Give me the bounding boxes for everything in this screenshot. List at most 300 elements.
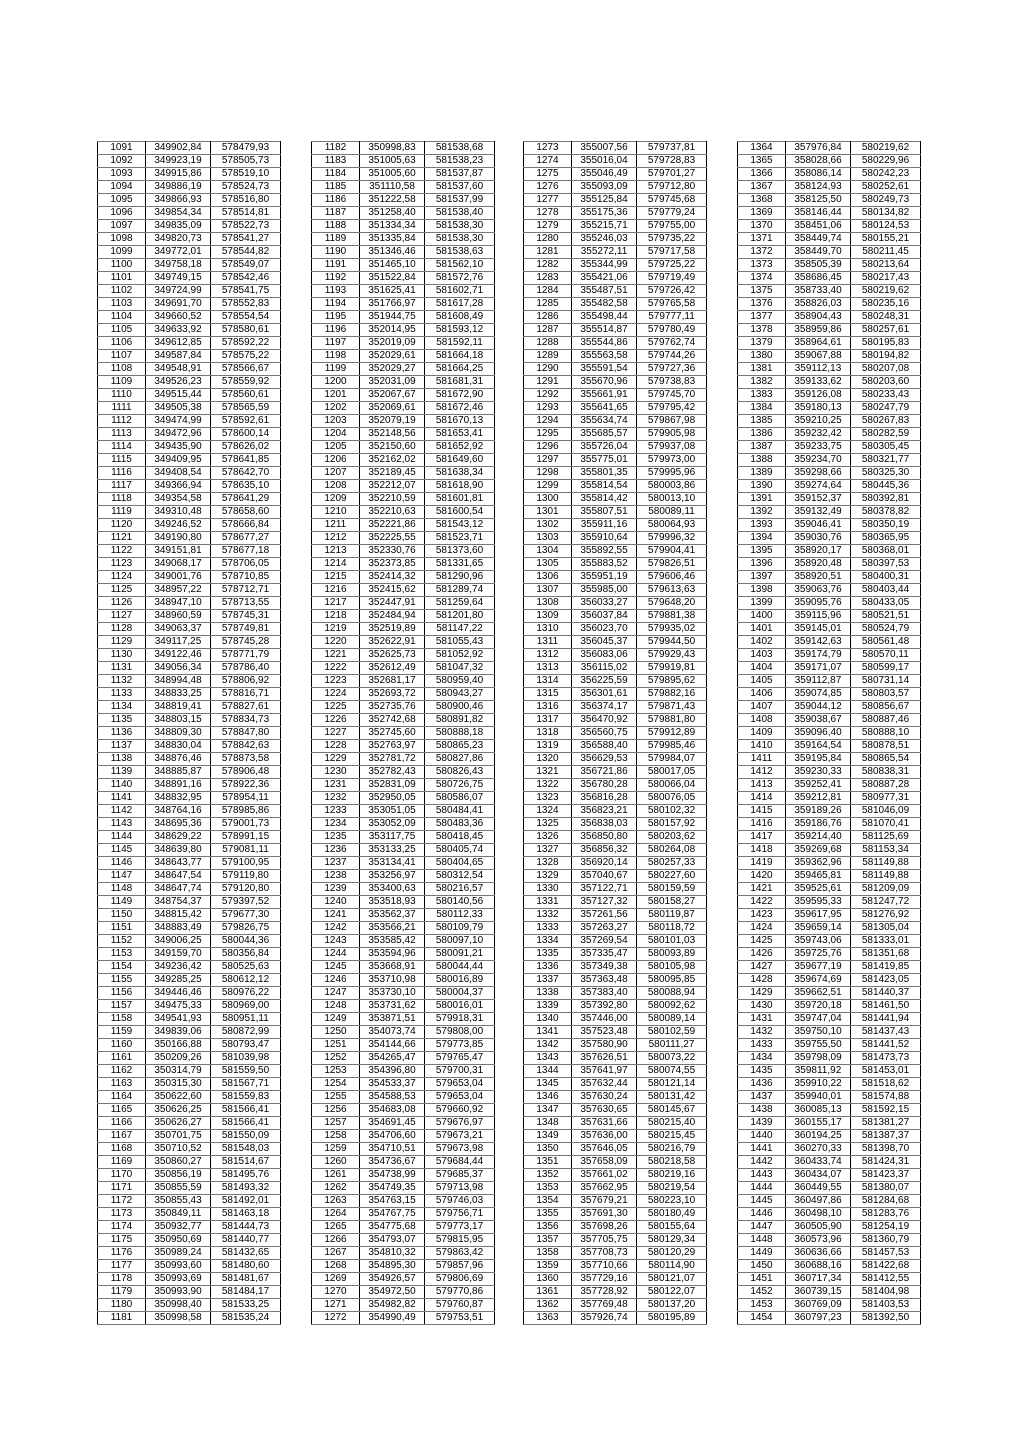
x-coordinate-cell: 348883,49 (146, 922, 211, 935)
table-row (98, 766, 281, 779)
y-coordinate-cell: 581681,31 (425, 376, 495, 389)
x-coordinate-cell: 348885,87 (146, 766, 211, 779)
table-row (524, 1260, 707, 1273)
point-number-cell: 1376 (738, 298, 786, 311)
y-coordinate-cell: 579737,81 (637, 142, 707, 155)
x-coordinate-cell: 354396,80 (360, 1065, 425, 1078)
table-row (98, 623, 281, 636)
x-coordinate-cell: 354810,32 (360, 1247, 425, 1260)
x-coordinate-cell: 351334,34 (360, 220, 425, 233)
table-row (98, 1013, 281, 1026)
y-coordinate-cell: 581495,76 (211, 1169, 281, 1182)
x-coordinate-cell: 357631,66 (572, 1117, 637, 1130)
x-coordinate-cell: 355775,01 (572, 454, 637, 467)
point-number-cell: 1403 (738, 649, 786, 662)
table-row (738, 857, 921, 870)
x-coordinate-cell: 354793,07 (360, 1234, 425, 1247)
point-number-cell: 1356 (524, 1221, 572, 1234)
point-number-cell: 1212 (312, 532, 360, 545)
x-coordinate-cell: 355514,87 (572, 324, 637, 337)
x-coordinate-cell: 357698,26 (572, 1221, 637, 1234)
table-row (738, 493, 921, 506)
x-coordinate-cell: 359180,13 (786, 402, 851, 415)
y-coordinate-cell: 581572,76 (425, 272, 495, 285)
table-row (312, 558, 495, 571)
table-row (524, 766, 707, 779)
table-row (738, 623, 921, 636)
table-row (312, 1273, 495, 1286)
point-number-cell: 1242 (312, 922, 360, 935)
y-coordinate-cell: 581457,53 (851, 1247, 921, 1260)
table-row (98, 584, 281, 597)
point-number-cell: 1270 (312, 1286, 360, 1299)
x-coordinate-cell: 359677,19 (786, 961, 851, 974)
x-coordinate-cell: 352742,68 (360, 714, 425, 727)
point-number-cell: 1249 (312, 1013, 360, 1026)
point-number-cell: 1351 (524, 1156, 572, 1169)
table-row (98, 350, 281, 363)
y-coordinate-cell: 580102,32 (637, 805, 707, 818)
x-coordinate-cell: 350860,27 (146, 1156, 211, 1169)
y-coordinate-cell: 581305,04 (851, 922, 921, 935)
table-row (312, 701, 495, 714)
x-coordinate-cell: 351335,84 (360, 233, 425, 246)
point-number-cell: 1266 (312, 1234, 360, 1247)
point-number-cell: 1299 (524, 480, 572, 493)
y-coordinate-cell: 578991,15 (211, 831, 281, 844)
y-coordinate-cell: 579738,83 (637, 376, 707, 389)
point-number-cell: 1343 (524, 1052, 572, 1065)
point-number-cell: 1438 (738, 1104, 786, 1117)
table-row (312, 779, 495, 792)
point-number-cell: 1258 (312, 1130, 360, 1143)
point-number-cell: 1329 (524, 870, 572, 883)
point-number-cell: 1374 (738, 272, 786, 285)
table-row (312, 1221, 495, 1234)
table-row (738, 818, 921, 831)
point-number-cell: 1114 (98, 441, 146, 454)
point-number-cell: 1315 (524, 688, 572, 701)
point-number-cell: 1224 (312, 688, 360, 701)
point-number-cell: 1187 (312, 207, 360, 220)
y-coordinate-cell: 579780,49 (637, 324, 707, 337)
y-coordinate-cell: 581441,52 (851, 1039, 921, 1052)
y-coordinate-cell: 580264,08 (637, 844, 707, 857)
x-coordinate-cell: 359132,49 (786, 506, 851, 519)
table-row (312, 480, 495, 493)
x-coordinate-cell: 348830,04 (146, 740, 211, 753)
y-coordinate-cell: 578834,73 (211, 714, 281, 727)
y-coordinate-cell: 580137,20 (637, 1299, 707, 1312)
table-row (524, 428, 707, 441)
table-row (312, 207, 495, 220)
table-row (738, 324, 921, 337)
point-number-cell: 1430 (738, 1000, 786, 1013)
y-coordinate-cell: 580097,10 (425, 935, 495, 948)
table-row (312, 896, 495, 909)
table-row (738, 1104, 921, 1117)
y-coordinate-cell: 581444,73 (211, 1221, 281, 1234)
y-coordinate-cell: 579756,71 (425, 1208, 495, 1221)
point-number-cell: 1178 (98, 1273, 146, 1286)
x-coordinate-cell: 349526,23 (146, 376, 211, 389)
x-coordinate-cell: 353710,98 (360, 974, 425, 987)
table-row (524, 259, 707, 272)
table-row (312, 493, 495, 506)
table-row (312, 688, 495, 701)
x-coordinate-cell: 357926,74 (572, 1312, 637, 1325)
x-coordinate-cell: 349366,94 (146, 480, 211, 493)
y-coordinate-cell: 580252,61 (851, 181, 921, 194)
y-coordinate-cell: 579726,42 (637, 285, 707, 298)
point-number-cell: 1146 (98, 857, 146, 870)
table-row (312, 142, 495, 155)
point-number-cell: 1129 (98, 636, 146, 649)
x-coordinate-cell: 354926,57 (360, 1273, 425, 1286)
table-row (738, 272, 921, 285)
y-coordinate-cell: 580887,28 (851, 779, 921, 792)
x-coordinate-cell: 359662,51 (786, 987, 851, 1000)
table-row (312, 883, 495, 896)
y-coordinate-cell: 580247,79 (851, 402, 921, 415)
x-coordinate-cell: 353133,25 (360, 844, 425, 857)
table-row (738, 298, 921, 311)
x-coordinate-cell: 349409,95 (146, 454, 211, 467)
point-number-cell: 1098 (98, 233, 146, 246)
y-coordinate-cell: 579725,22 (637, 259, 707, 272)
table-row (524, 844, 707, 857)
x-coordinate-cell: 358449,70 (786, 246, 851, 259)
table-row (312, 272, 495, 285)
table-row (738, 675, 921, 688)
point-number-cell: 1172 (98, 1195, 146, 1208)
y-coordinate-cell: 580612,12 (211, 974, 281, 987)
x-coordinate-cell: 357122,71 (572, 883, 637, 896)
table-row (98, 1169, 281, 1182)
x-coordinate-cell: 352693,72 (360, 688, 425, 701)
y-coordinate-cell: 581538,23 (425, 155, 495, 168)
table-row (98, 727, 281, 740)
y-coordinate-cell: 579765,47 (425, 1052, 495, 1065)
x-coordinate-cell: 358146,44 (786, 207, 851, 220)
y-coordinate-cell: 580433,05 (851, 597, 921, 610)
point-number-cell: 1318 (524, 727, 572, 740)
point-number-cell: 1111 (98, 402, 146, 415)
point-number-cell: 1347 (524, 1104, 572, 1117)
y-coordinate-cell: 580091,21 (425, 948, 495, 961)
y-coordinate-cell: 580418,45 (425, 831, 495, 844)
x-coordinate-cell: 352519,89 (360, 623, 425, 636)
table-row (738, 1195, 921, 1208)
x-coordinate-cell: 349446,46 (146, 987, 211, 1000)
x-coordinate-cell: 350626,27 (146, 1117, 211, 1130)
point-number-cell: 1109 (98, 376, 146, 389)
y-coordinate-cell: 580267,83 (851, 415, 921, 428)
y-coordinate-cell: 579985,46 (637, 740, 707, 753)
y-coordinate-cell: 580726,75 (425, 779, 495, 792)
x-coordinate-cell: 359212,81 (786, 792, 851, 805)
y-coordinate-cell: 579613,63 (637, 584, 707, 597)
y-coordinate-cell: 579806,69 (425, 1273, 495, 1286)
point-number-cell: 1118 (98, 493, 146, 506)
y-coordinate-cell: 579777,11 (637, 311, 707, 324)
table-row (312, 298, 495, 311)
y-coordinate-cell: 579755,00 (637, 220, 707, 233)
x-coordinate-cell: 356115,02 (572, 662, 637, 675)
point-number-cell: 1280 (524, 233, 572, 246)
x-coordinate-cell: 349541,93 (146, 1013, 211, 1026)
x-coordinate-cell: 348803,15 (146, 714, 211, 727)
point-number-cell: 1145 (98, 844, 146, 857)
point-number-cell: 1101 (98, 272, 146, 285)
y-coordinate-cell: 580524,79 (851, 623, 921, 636)
x-coordinate-cell: 356560,75 (572, 727, 637, 740)
table-row (738, 597, 921, 610)
y-coordinate-cell: 580088,94 (637, 987, 707, 1000)
point-number-cell: 1120 (98, 519, 146, 532)
x-coordinate-cell: 348891,16 (146, 779, 211, 792)
point-number-cell: 1292 (524, 389, 572, 402)
point-number-cell: 1102 (98, 285, 146, 298)
y-coordinate-cell: 580570,11 (851, 649, 921, 662)
point-number-cell: 1196 (312, 324, 360, 337)
y-coordinate-cell: 581518,62 (851, 1078, 921, 1091)
y-coordinate-cell: 580282,59 (851, 428, 921, 441)
table-row (524, 376, 707, 389)
y-coordinate-cell: 580900,46 (425, 701, 495, 714)
x-coordinate-cell: 359595,33 (786, 896, 851, 909)
table-row (738, 766, 921, 779)
x-coordinate-cell: 349749,15 (146, 272, 211, 285)
x-coordinate-cell: 357769,48 (572, 1299, 637, 1312)
table-row (98, 259, 281, 272)
y-coordinate-cell: 578519,10 (211, 168, 281, 181)
point-number-cell: 1435 (738, 1065, 786, 1078)
x-coordinate-cell: 349505,38 (146, 402, 211, 415)
table-row (524, 857, 707, 870)
point-number-cell: 1153 (98, 948, 146, 961)
y-coordinate-cell: 578565,59 (211, 402, 281, 415)
x-coordinate-cell: 353731,62 (360, 1000, 425, 1013)
y-coordinate-cell: 578642,70 (211, 467, 281, 480)
x-coordinate-cell: 353871,51 (360, 1013, 425, 1026)
point-number-cell: 1395 (738, 545, 786, 558)
y-coordinate-cell: 581440,77 (211, 1234, 281, 1247)
table-row (524, 688, 707, 701)
x-coordinate-cell: 355046,49 (572, 168, 637, 181)
point-number-cell: 1281 (524, 246, 572, 259)
table-row (524, 909, 707, 922)
point-number-cell: 1094 (98, 181, 146, 194)
point-number-cell: 1391 (738, 493, 786, 506)
point-number-cell: 1393 (738, 519, 786, 532)
x-coordinate-cell: 352782,43 (360, 766, 425, 779)
x-coordinate-cell: 357728,92 (572, 1286, 637, 1299)
x-coordinate-cell: 352622,91 (360, 636, 425, 649)
point-number-cell: 1433 (738, 1039, 786, 1052)
table-row (738, 207, 921, 220)
y-coordinate-cell: 578549,07 (211, 259, 281, 272)
y-coordinate-cell: 581432,65 (211, 1247, 281, 1260)
x-coordinate-cell: 349691,70 (146, 298, 211, 311)
x-coordinate-cell: 359115,96 (786, 610, 851, 623)
table-row (524, 740, 707, 753)
x-coordinate-cell: 352330,76 (360, 545, 425, 558)
x-coordinate-cell: 360270,33 (786, 1143, 851, 1156)
table-row (524, 610, 707, 623)
y-coordinate-cell: 578677,27 (211, 532, 281, 545)
point-number-cell: 1296 (524, 441, 572, 454)
x-coordinate-cell: 349006,25 (146, 935, 211, 948)
point-number-cell: 1219 (312, 623, 360, 636)
y-coordinate-cell: 581618,90 (425, 480, 495, 493)
x-coordinate-cell: 359940,01 (786, 1091, 851, 1104)
table-row (524, 1052, 707, 1065)
y-coordinate-cell: 579935,02 (637, 623, 707, 636)
point-number-cell: 1140 (98, 779, 146, 792)
table-row (98, 246, 281, 259)
table-row (98, 974, 281, 987)
point-number-cell: 1165 (98, 1104, 146, 1117)
table-row (312, 805, 495, 818)
point-number-cell: 1454 (738, 1312, 786, 1325)
point-number-cell: 1150 (98, 909, 146, 922)
x-coordinate-cell: 356780,28 (572, 779, 637, 792)
y-coordinate-cell: 581289,74 (425, 584, 495, 597)
x-coordinate-cell: 349063,37 (146, 623, 211, 636)
point-number-cell: 1420 (738, 870, 786, 883)
point-number-cell: 1382 (738, 376, 786, 389)
table-row (738, 1143, 921, 1156)
y-coordinate-cell: 580397,53 (851, 558, 921, 571)
point-number-cell: 1269 (312, 1273, 360, 1286)
table-row (524, 584, 707, 597)
y-coordinate-cell: 580109,79 (425, 922, 495, 935)
point-number-cell: 1095 (98, 194, 146, 207)
y-coordinate-cell: 578666,84 (211, 519, 281, 532)
point-number-cell: 1312 (524, 649, 572, 662)
point-number-cell: 1381 (738, 363, 786, 376)
x-coordinate-cell: 354073,74 (360, 1026, 425, 1039)
x-coordinate-cell: 357630,65 (572, 1104, 637, 1117)
x-coordinate-cell: 357127,32 (572, 896, 637, 909)
x-coordinate-cell: 355726,04 (572, 441, 637, 454)
x-coordinate-cell: 354588,53 (360, 1091, 425, 1104)
point-number-cell: 1375 (738, 285, 786, 298)
table-row (98, 545, 281, 558)
point-number-cell: 1136 (98, 727, 146, 740)
x-coordinate-cell: 349190,80 (146, 532, 211, 545)
y-coordinate-cell: 581550,09 (211, 1130, 281, 1143)
x-coordinate-cell: 355641,65 (572, 402, 637, 415)
x-coordinate-cell: 350989,24 (146, 1247, 211, 1260)
point-number-cell: 1193 (312, 285, 360, 298)
point-number-cell: 1265 (312, 1221, 360, 1234)
table-row (312, 337, 495, 350)
table-row (98, 337, 281, 350)
x-coordinate-cell: 349886,19 (146, 181, 211, 194)
y-coordinate-cell: 581039,98 (211, 1052, 281, 1065)
y-coordinate-cell: 580207,08 (851, 363, 921, 376)
y-coordinate-cell: 581664,25 (425, 363, 495, 376)
x-coordinate-cell: 355591,54 (572, 363, 637, 376)
x-coordinate-cell: 350849,11 (146, 1208, 211, 1221)
point-number-cell: 1189 (312, 233, 360, 246)
x-coordinate-cell: 355911,16 (572, 519, 637, 532)
table-row (738, 883, 921, 896)
table-row (312, 818, 495, 831)
table-row (98, 818, 281, 831)
point-number-cell: 1126 (98, 597, 146, 610)
table-row (738, 740, 921, 753)
x-coordinate-cell: 356470,92 (572, 714, 637, 727)
x-coordinate-cell: 351944,75 (360, 311, 425, 324)
y-coordinate-cell: 581574,88 (851, 1091, 921, 1104)
x-coordinate-cell: 359750,10 (786, 1026, 851, 1039)
y-coordinate-cell: 581404,98 (851, 1286, 921, 1299)
y-coordinate-cell: 580793,47 (211, 1039, 281, 1052)
y-coordinate-cell: 580004,37 (425, 987, 495, 1000)
point-number-cell: 1127 (98, 610, 146, 623)
table-row (738, 428, 921, 441)
x-coordinate-cell: 355344,99 (572, 259, 637, 272)
point-number-cell: 1131 (98, 662, 146, 675)
point-number-cell: 1449 (738, 1247, 786, 1260)
y-coordinate-cell: 581380,07 (851, 1182, 921, 1195)
table-row (738, 1312, 921, 1325)
y-coordinate-cell: 579929,43 (637, 649, 707, 662)
table-row (524, 272, 707, 285)
x-coordinate-cell: 355215,71 (572, 220, 637, 233)
point-number-cell: 1091 (98, 142, 146, 155)
x-coordinate-cell: 348876,46 (146, 753, 211, 766)
point-number-cell: 1132 (98, 675, 146, 688)
y-coordinate-cell: 581463,18 (211, 1208, 281, 1221)
table-row (738, 922, 921, 935)
x-coordinate-cell: 355807,51 (572, 506, 637, 519)
point-number-cell: 1255 (312, 1091, 360, 1104)
table-row (98, 233, 281, 246)
x-coordinate-cell: 350993,60 (146, 1260, 211, 1273)
x-coordinate-cell: 348947,10 (146, 597, 211, 610)
point-number-cell: 1355 (524, 1208, 572, 1221)
point-number-cell: 1311 (524, 636, 572, 649)
point-number-cell: 1248 (312, 1000, 360, 1013)
y-coordinate-cell: 581055,43 (425, 636, 495, 649)
table-row (98, 194, 281, 207)
y-coordinate-cell: 580089,11 (637, 506, 707, 519)
y-coordinate-cell: 580976,22 (211, 987, 281, 1000)
point-number-cell: 1385 (738, 415, 786, 428)
y-coordinate-cell: 579881,38 (637, 610, 707, 623)
table-row (524, 961, 707, 974)
y-coordinate-cell: 580211,45 (851, 246, 921, 259)
y-coordinate-cell: 579944,50 (637, 636, 707, 649)
y-coordinate-cell: 580215,45 (637, 1130, 707, 1143)
table-row (738, 532, 921, 545)
y-coordinate-cell: 581147,22 (425, 623, 495, 636)
x-coordinate-cell: 350209,26 (146, 1052, 211, 1065)
x-coordinate-cell: 356083,06 (572, 649, 637, 662)
y-coordinate-cell: 581398,70 (851, 1143, 921, 1156)
table-row (524, 1143, 707, 1156)
point-number-cell: 1361 (524, 1286, 572, 1299)
x-coordinate-cell: 348639,80 (146, 844, 211, 857)
x-coordinate-cell: 353134,41 (360, 857, 425, 870)
y-coordinate-cell: 580312,54 (425, 870, 495, 883)
y-coordinate-cell: 579973,00 (637, 454, 707, 467)
y-coordinate-cell: 581437,43 (851, 1026, 921, 1039)
